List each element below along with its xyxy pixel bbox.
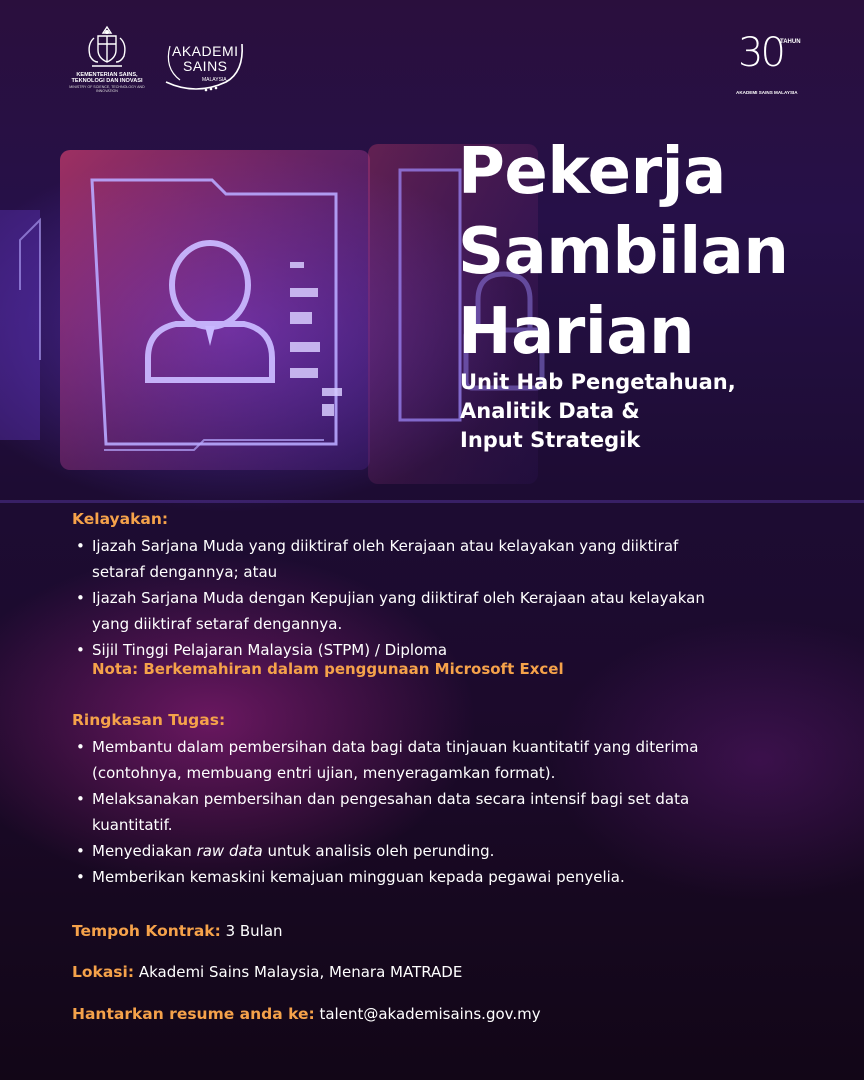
job-title-line3: Harian	[458, 295, 694, 369]
kelayakan-heading: Kelayakan:	[72, 510, 169, 528]
ministry-name-line2: TEKNOLOGI DAN INOVASI	[71, 78, 143, 85]
location-label: Lokasi:	[72, 963, 135, 981]
anniversary-subtitle: AKADEMI SAINS MALAYSIA	[736, 90, 798, 95]
unit-name-line1: Unit Hab Pengetahuan,	[460, 370, 736, 394]
excel-note: Nota: Berkemahiran dalam penggunaan Microsoft Excel	[92, 660, 564, 678]
contract-duration-label: Tempoh Kontrak:	[72, 922, 221, 940]
resume-submission	[72, 1005, 541, 1023]
job-title	[458, 132, 788, 372]
sains-word: SAINS	[183, 58, 228, 74]
ministry-logo	[62, 24, 152, 93]
unit-name	[460, 368, 736, 455]
location	[72, 963, 462, 981]
list-item: • Membantu dalam pembersihan data bagi data tinjauan kuantitatif yang diterima (contohnya, membuang entri ujian, menyeragamkan format).	[76, 734, 816, 786]
contract-duration	[72, 922, 283, 940]
list-item: • Sijil Tinggi Pelajaran Malaysia (STPM) / Diploma	[76, 637, 816, 663]
list-item: • Ijazah Sarjana Muda yang diiktiraf oleh Kerajaan atau kelayakan yang diiktiraf setaraf dengannya; atau	[76, 533, 816, 585]
akademi-sains-logo	[158, 28, 248, 98]
job-title-line2: Sambilan	[458, 215, 789, 289]
list-item: • Ijazah Sarjana Muda dengan Kepujian yang diiktiraf oleh Kerajaan atau kelayakan yang diiktiraf setaraf dengannya.	[76, 585, 816, 637]
resume-label: Hantarkan resume anda ke:	[72, 1005, 315, 1023]
anniversary-logo	[736, 30, 812, 98]
anniversary-number: 30	[738, 30, 783, 76]
anniversary-tahun: TAHUN	[780, 39, 801, 45]
list-item: • Memberikan kemaskini kemajuan mingguan kepada pegawai penyelia.	[76, 864, 816, 890]
location-value: Akademi Sains Malaysia, Menara MATRADE	[138, 963, 463, 981]
akademi-word: AKADEMI	[172, 43, 239, 59]
unit-name-line2: Analitik Data &	[460, 399, 640, 423]
list-item: • Menyediakan raw data untuk analisis oleh perunding.	[76, 838, 816, 864]
job-title-line1: Pekerja	[458, 135, 726, 209]
tugas-heading: Ringkasan Tugas:	[72, 711, 226, 729]
tugas-list	[76, 734, 816, 890]
resume-email[interactable]: talent@akademisains.gov.my	[319, 1005, 541, 1023]
list-item: • Melaksanakan pembersihan dan pengesahan data secara intensif bagi set data kuantitatif.	[76, 786, 816, 838]
malaysia-word: MALAYSIA	[202, 77, 227, 83]
raw-data-term: raw data	[196, 842, 263, 860]
contract-duration-value: 3 Bulan	[225, 922, 283, 940]
ministry-name-english: MINISTRY OF SCIENCE, TECHNOLOGY AND INNOVATION	[69, 84, 145, 93]
unit-name-line3: Input Strategik	[460, 428, 641, 452]
kelayakan-list	[76, 533, 816, 663]
ministry-name-line1: KEMENTERIAN SAINS,	[76, 72, 138, 78]
coat-of-arms-icon	[84, 24, 130, 70]
